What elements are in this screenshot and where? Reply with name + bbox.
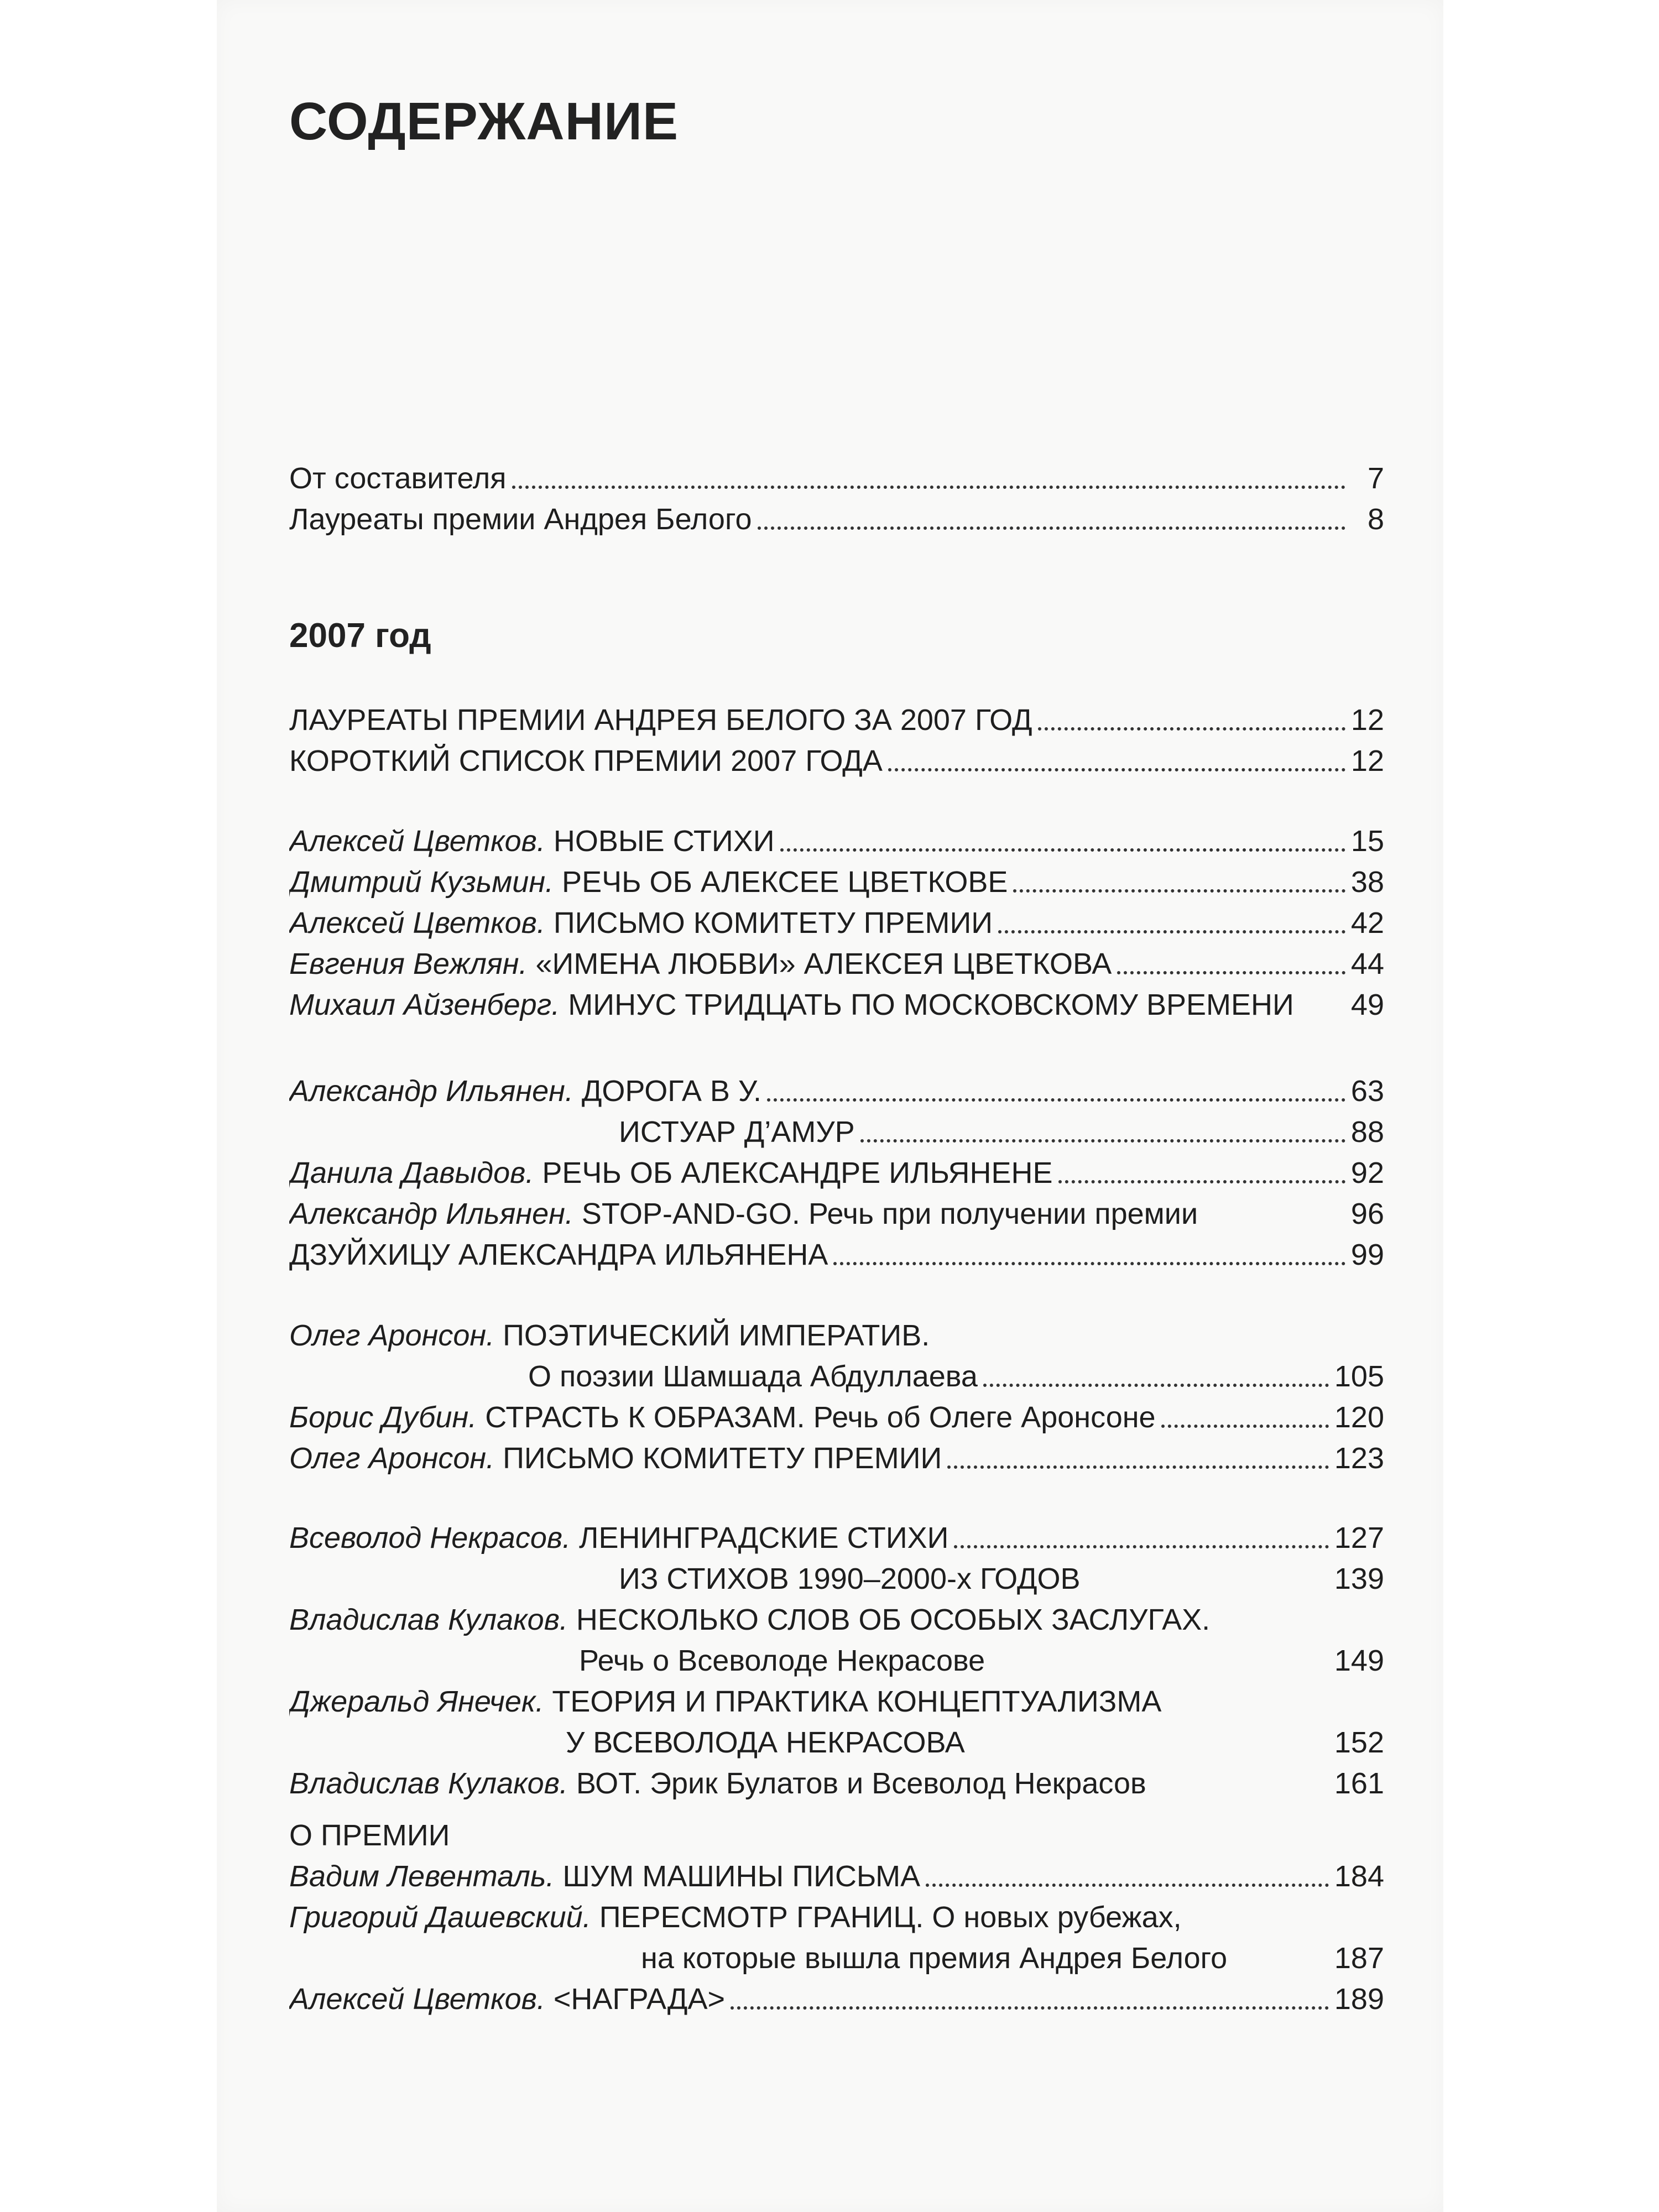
entry-title: Александр Ильянен. ДОРОГА В У. [289,1074,762,1108]
dot-leader [1058,1180,1345,1183]
toc-entry [289,821,1384,862]
page-number: 123 [1334,1442,1384,1475]
page-number: 184 [1334,1860,1384,1893]
page-number: 152 [1334,1726,1384,1759]
entry-author: Алексей Цветков. [289,906,545,940]
toc-entry [289,1193,1384,1234]
page-number: 88 [1350,1115,1384,1149]
dot-leader [833,1262,1345,1265]
page-number: 161 [1334,1767,1384,1800]
entry-title: О поэзии Шамшада Абдуллаева [528,1360,978,1393]
page-number: 96 [1350,1197,1384,1230]
entry-author: Владислав Кулаков. [289,1603,568,1636]
about-heading: О ПРЕМИИ [289,1819,450,1852]
entry-author: Евгения Вежлян. [289,947,528,980]
dot-leader [731,2006,1329,2010]
page-number: 38 [1350,865,1384,899]
page-number: 42 [1350,906,1384,940]
entry-title: ЛАУРЕАТЫ ПРЕМИИ АНДРЕЯ БЕЛОГО ЗА 2007 ГОД [289,703,1032,737]
entry-author: Алексей Цветков. [289,825,545,858]
toc-entry [289,1763,1384,1804]
toc-entry [289,1152,1384,1193]
entry-title: Михаил Айзенберг. МИНУС ТРИДЦАТЬ ПО МОСКОВСКОМУ ВРЕМЕНИ [289,988,1294,1021]
toc-entry [289,1234,1384,1275]
dot-leader [926,1884,1329,1887]
toc-entry [289,1071,1384,1112]
toc-entry-continued [289,1558,1384,1599]
page-number: 92 [1350,1156,1384,1190]
toc-entry [289,458,1384,499]
entry-author: Александр Ильянен. [289,1197,573,1230]
dot-leader [1038,727,1345,731]
page-number: 7 [1367,462,1384,495]
dot-leader [780,848,1345,852]
entry-author: Борис Дубин. [289,1401,477,1434]
entry-title: Всеволод Некрасов. ЛЕНИНГРАДСКИЕ СТИХИ [289,1521,949,1554]
toc-entry-continued [289,1356,1384,1397]
page-number: 149 [1334,1644,1384,1677]
toc-entry [289,1517,1384,1558]
toc-entry [289,740,1384,781]
page-number: 127 [1334,1521,1384,1554]
toc-entry [289,1979,1384,2020]
dot-leader [888,768,1345,771]
dot-leader [860,1139,1345,1142]
entry-author: Алексей Цветков. [289,1983,545,2016]
dot-leader [758,526,1346,530]
entry-title: Олег Аронсон. ПОЭТИЧЕСКИЙ ИМПЕРАТИВ. [289,1319,930,1352]
entry-title: на которые вышла премия Андрея Белого [641,1942,1228,1975]
toc-entry [289,943,1384,984]
entry-title: ДЗУЙХИЦУ АЛЕКСАНДРА ИЛЬЯНЕНА [289,1238,828,1271]
toc-entry [289,1681,1384,1722]
page-title: СОДЕРЖАНИЕ [289,92,679,151]
dot-leader [998,930,1345,933]
toc-entry [289,1438,1384,1479]
entry-title: Алексей Цветков. <НАГРАДА> [289,1983,725,2016]
entry-title: Григорий Дашевский. ПЕРЕСМОТР ГРАНИЦ. О новых рубежах, [289,1901,1182,1934]
page-number: 187 [1334,1942,1384,1975]
page-number: 8 [1367,503,1384,536]
entry-author: Вадим Левенталь. [289,1860,555,1893]
entry-title: Владислав Кулаков. ВОТ. Эрик Булатов и Всеволод Некрасов [289,1767,1146,1800]
toc-entry [289,1397,1384,1438]
entry-author: Всеволод Некрасов. [289,1521,571,1554]
toc-entry [289,1856,1384,1897]
entry-author: Григорий Дашевский. [289,1901,591,1934]
toc-entry [289,499,1384,540]
page-number: 99 [1350,1238,1384,1271]
page-number: 15 [1350,825,1384,858]
page-number: 49 [1350,988,1384,1021]
entry-author: Михаил Айзенберг. [289,988,560,1021]
entry-title: КОРОТКИЙ СПИСОК ПРЕМИИ 2007 ГОДА [289,744,883,778]
section-heading-about [289,1815,1384,1856]
toc-entry [289,902,1384,943]
toc-entry [289,700,1384,740]
dot-leader [1117,971,1345,974]
entry-title: Евгения Вежлян. «ИМЕНА ЛЮБВИ» АЛЕКСЕЯ ЦВЕТКОВА [289,947,1112,980]
toc-entry [289,862,1384,902]
toc-entry-continued [289,1112,1384,1152]
entry-title: Данила Давыдов. РЕЧЬ ОБ АЛЕКСАНДРЕ ИЛЬЯНЕНЕ [289,1156,1053,1190]
entry-author: Джеральд Янечек. [289,1685,544,1718]
toc-entry [289,984,1384,1025]
page-number: 120 [1334,1401,1384,1434]
toc-entry-continued [289,1722,1384,1763]
dot-leader [767,1098,1345,1102]
entry-author: Данила Давыдов. [289,1156,534,1190]
dot-leader [512,486,1345,489]
entry-title: Речь о Всеволоде Некрасове [579,1644,985,1677]
toc-entry-continued [289,1938,1384,1979]
entry-title: Джеральд Янечек. ТЕОРИЯ И ПРАКТИКА КОНЦЕПТУАЛИЗМА [289,1685,1162,1718]
entry-title: Александр Ильянен. STOP-AND-GO. Речь при получении премии [289,1197,1198,1230]
entry-title: Дмитрий Кузьмин. РЕЧЬ ОБ АЛЕКСЕЕ ЦВЕТКОВЕ [289,865,1008,899]
toc-entry [289,1599,1384,1640]
toc-entry [289,1315,1384,1356]
entry-author: Олег Аронсон. [289,1442,495,1475]
dot-leader [954,1545,1328,1548]
toc-entry-continued [289,1640,1384,1681]
entry-title: ИЗ СТИХОВ 1990–2000-х ГОДОВ [619,1562,1081,1595]
section-heading: 2007 год [289,617,431,655]
dot-leader [983,1384,1329,1387]
entry-author: Владислав Кулаков. [289,1767,568,1800]
page-number: 63 [1350,1074,1384,1108]
entry-title: Лауреаты премии Андрея Белого [289,503,752,536]
entry-title: Вадим Левенталь. ШУМ МАШИНЫ ПИСЬМА [289,1860,921,1893]
entry-title: Борис Дубин. СТРАСТЬ К ОБРАЗАМ. Речь об Олеге Аронсоне [289,1401,1156,1434]
page-number: 105 [1334,1360,1384,1393]
dot-leader [947,1465,1329,1469]
entry-title: Алексей Цветков. ПИСЬМО КОМИТЕТУ ПРЕМИИ [289,906,993,940]
dot-leader [1161,1425,1329,1428]
page-number: 44 [1350,947,1384,980]
page-number: 189 [1334,1983,1384,2016]
entry-title: Алексей Цветков. НОВЫЕ СТИХИ [289,825,775,858]
entry-title: От составителя [289,462,507,495]
entry-title: ИСТУАР Д’АМУР [619,1115,855,1149]
entry-author: Александр Ильянен. [289,1074,573,1108]
entry-title: Владислав Кулаков. НЕСКОЛЬКО СЛОВ ОБ ОСОБЫХ ЗАСЛУГАХ. [289,1603,1211,1636]
entry-title: Олег Аронсон. ПИСЬМО КОМИТЕТУ ПРЕМИИ [289,1442,942,1475]
page-number: 139 [1334,1562,1384,1595]
page-number: 12 [1350,703,1384,737]
dot-leader [1013,889,1345,893]
entry-title: У ВСЕВОЛОДА НЕКРАСОВА [566,1726,965,1759]
page-number: 12 [1350,744,1384,778]
toc-entry [289,1897,1384,1938]
entry-author: Олег Аронсон. [289,1319,495,1352]
entry-author: Дмитрий Кузьмин. [289,865,554,899]
